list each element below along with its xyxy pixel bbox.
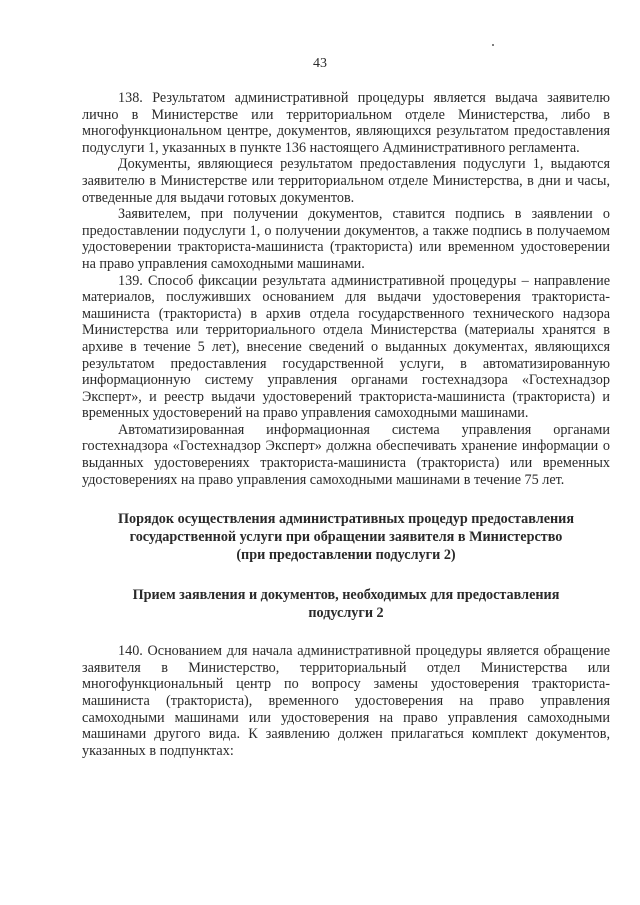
subsection-heading-line-2: подуслуги 2 <box>308 605 384 622</box>
paragraph-138-documents: Документы, являющиеся результатом предоставления подуслуги 1, выдаются заявителю в Министерстве или территориальном отделе Министерства, в дни и часы, отведенные для выдачи готовых документов. <box>82 156 610 206</box>
paragraph-138: 138. Результатом административной процедуры является выдача заявителю лично в Министерстве или территориальном отделе Министерства, либо в многофункциональном центре, документов, являющихся результатом предоставления подуслуги 1, указанных в пункте 136 настоящего Административного регламента. <box>82 90 610 156</box>
section-heading-line-2: государственной услуги при обращении заявителя в Министерство <box>129 529 563 546</box>
paragraph-139-information-system: Автоматизированная информационная система управления органами гостехнадзора «Гостехнадзор Эксперт» должна обеспечивать хранение информации о выданных удостоверениях тракториста-машиниста (тракториста) или временных удостоверениях на право управления самоходными машинами в течение 75 лет. <box>82 421 610 488</box>
page-content <box>82 90 610 759</box>
section-heading-line-3: (при предоставлении подуслуги 2) <box>236 547 456 564</box>
paragraph-138-signature: Заявителем, при получении документов, ставится подпись в заявлении о предоставлении подуслуги 1, о получении документов, а также подпись в получаемом удостоверении тракториста-машиниста (тракториста) или временном удостоверении на право управления самоходными машинами. <box>82 206 610 272</box>
scan-speck <box>492 44 494 46</box>
page-number: 43 <box>313 56 327 71</box>
section-heading <box>82 510 610 564</box>
subsection-heading <box>82 586 610 622</box>
paragraph-140: 140. Основанием для начала административной процедуры является обращение заявителя в Министерство, территориальный отдел Министерства или многофункциональный центр по вопросу замены удостоверения тракториста-машиниста (тракториста), временного удостоверения на право управления самоходными машинами или удостоверения на право управления самоходными машинами другого вида. К заявлению должен прилагаться комплект документов, указанных в подпунктах: <box>82 643 610 759</box>
section-heading-line-1: Порядок осуществления административных процедур предоставления <box>117 511 575 528</box>
subsection-heading-line-1: Прием заявления и документов, необходимых для предоставления <box>132 587 560 604</box>
paragraph-139: 139. Способ фиксации результата административной процедуры – направление материалов, послуживших основанием для выдачи удостоверения тракториста-машиниста (тракториста) в архив отдела государственного технического надзора Министерства или территориального отдела Министерства (материалы хранятся в архиве в течение 5 лет), внесение сведений о выданных документах, являющихся результатом предоставления государственной услуги, в автоматизированную информационную систему управления органами гостехнадзора «Гостехнадзор Эксперт», и реестр выдачи удостоверений тракториста-машиниста (тракториста) и временных удостоверений на право управления самоходными машинами. <box>82 272 610 422</box>
